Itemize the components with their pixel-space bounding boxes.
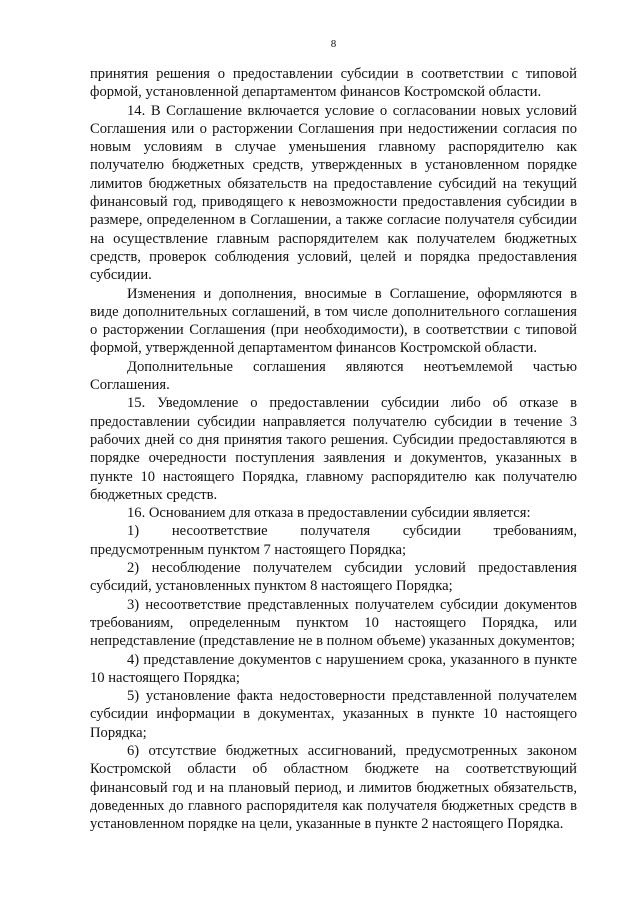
- list-item-refusal-1: 1) несоответствие получателя субсидии требованиям, предусмотренным пунктом 7 настоящего Порядка;: [90, 523, 577, 558]
- list-item-refusal-5: 5) установление факта недостоверности представленной получателем субсидии информации в документах, указанных в пункте 10 настоящего Порядка;: [90, 688, 577, 741]
- paragraph-item-15: 15. Уведомление о предоставлении субсидии либо об отказе в предоставлении субсидии направляется получателю субсидии в течение 3 рабочих дней со дня принятия такого решения. Субсидии предоставляются в порядке очередности поступления заявления и документов, указанных в пункте 10 настоящего Порядка, главному распорядителю как получателю бюджетных средств.: [90, 395, 577, 503]
- page-number: 8: [330, 38, 337, 50]
- list-item-refusal-6: 6) отсутствие бюджетных ассигнований, предусмотренных законом Костромской области об областном бюджете на соответствующий финансовый год и на плановый период, и лимитов бюджетных обязательств, доведенных до главного распорядителя как получателя бюджетных средств в установленном порядке на цели, указанные в пункте 2 настоящего Порядка.: [90, 742, 577, 833]
- paragraph-item-16: 16. Основанием для отказа в предоставлении субсидии является:: [127, 505, 531, 522]
- paragraph-amendments: Изменения и дополнения, вносимые в Соглашение, оформляются в виде дополнительных соглашений, в том числе дополнительного соглашения о расторжении Соглашения (при необходимости), в соответствии с типовой формой, утвержденной департаментом финансов Костромской области.: [90, 285, 577, 357]
- paragraph-additional-agreements: Дополнительные соглашения являются неотъемлемой частью Соглашения.: [90, 358, 577, 394]
- paragraph-continuation: принятия решения о предоставлении субсидии в соответствии с типовой формой, установленной департаментом финансов Костромской области.: [90, 66, 577, 101]
- list-item-refusal-3: 3) несоответствие представленных получателем субсидии документов требованиям, определенным пунктом 10 настоящего Порядка, или непредставление (представление не в полном объеме) указанных документов;: [90, 596, 577, 650]
- list-item-refusal-2: 2) несоблюдение получателем субсидии условий предоставления субсидий, установленных пунктом 8 настоящего Порядка;: [90, 560, 577, 595]
- paragraph-item-14: 14. В Соглашение включается условие о согласовании новых условий Соглашения или о расторжении Соглашения при недостижении согласия по новым условиям в случае уменьшения главному распорядителю как получателю бюджетных средств, утвержденных в установленном порядке лимитов бюджетных обязательств на предоставление субсидий на текущий финансовый год, приводящего к невозможности предоставления субсидии в размере, определенном в Соглашении, а также согласие получателя субсидии на осуществление главным распорядителем как получателем бюджетных средств, проверок соблюдения условий, целей и порядка предоставления субсидии.: [90, 102, 577, 284]
- list-item-refusal-4: 4) представление документов с нарушением срока, указанного в пункте 10 настоящего Порядка;: [90, 651, 577, 686]
